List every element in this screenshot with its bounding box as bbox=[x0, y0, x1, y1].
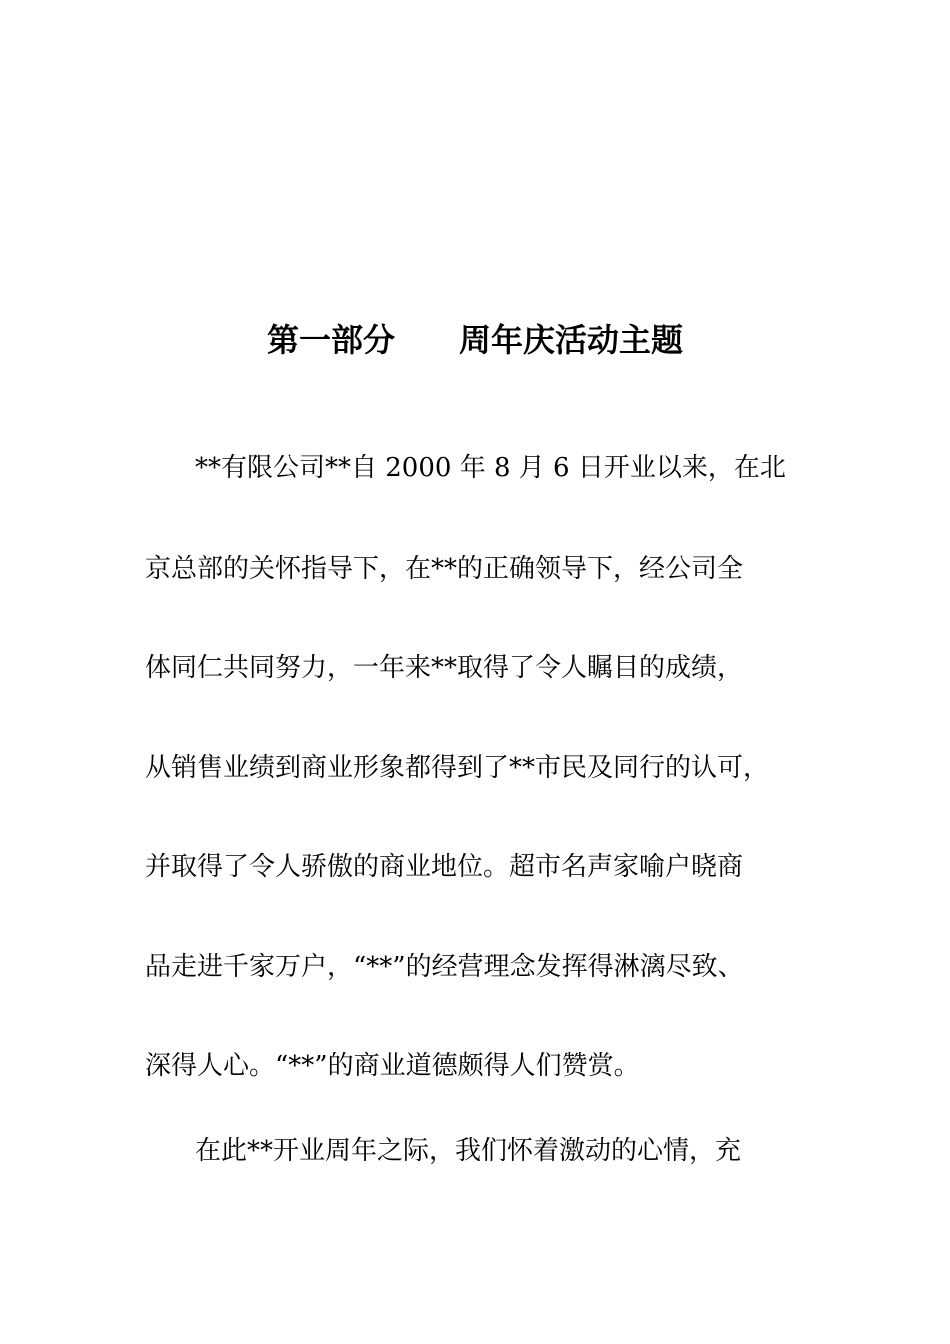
paragraph-line-8: 在此**开业周年之际，我们怀着激动的心情，充 bbox=[195, 1136, 742, 1166]
paragraph-line-3: 体同仁共同努力，一年来**取得了令人瞩目的成绩， bbox=[145, 653, 744, 683]
paragraph-line-6: 品走进千家万户，“**”的经营理念发挥得淋漓尽致、 bbox=[145, 952, 744, 982]
section-heading: 第一部分 周年庆活动主题 bbox=[266, 321, 683, 359]
paragraph-line-1: **有限公司**自 2000 年 8 月 6 日开业以来，在北 bbox=[195, 453, 786, 483]
paragraph-line-5: 并取得了令人骄傲的商业地位。超市名声家喻户晓商 bbox=[145, 852, 744, 882]
paragraph-line-4: 从销售业绩到商业形象都得到了**市民及同行的认可， bbox=[145, 753, 770, 783]
paragraph-line-7: 深得人心。“**”的商业道德颇得人们赞赏。 bbox=[145, 1051, 640, 1081]
paragraph-line-2: 京总部的关怀指导下，在**的正确领导下，经公司全 bbox=[145, 554, 744, 584]
